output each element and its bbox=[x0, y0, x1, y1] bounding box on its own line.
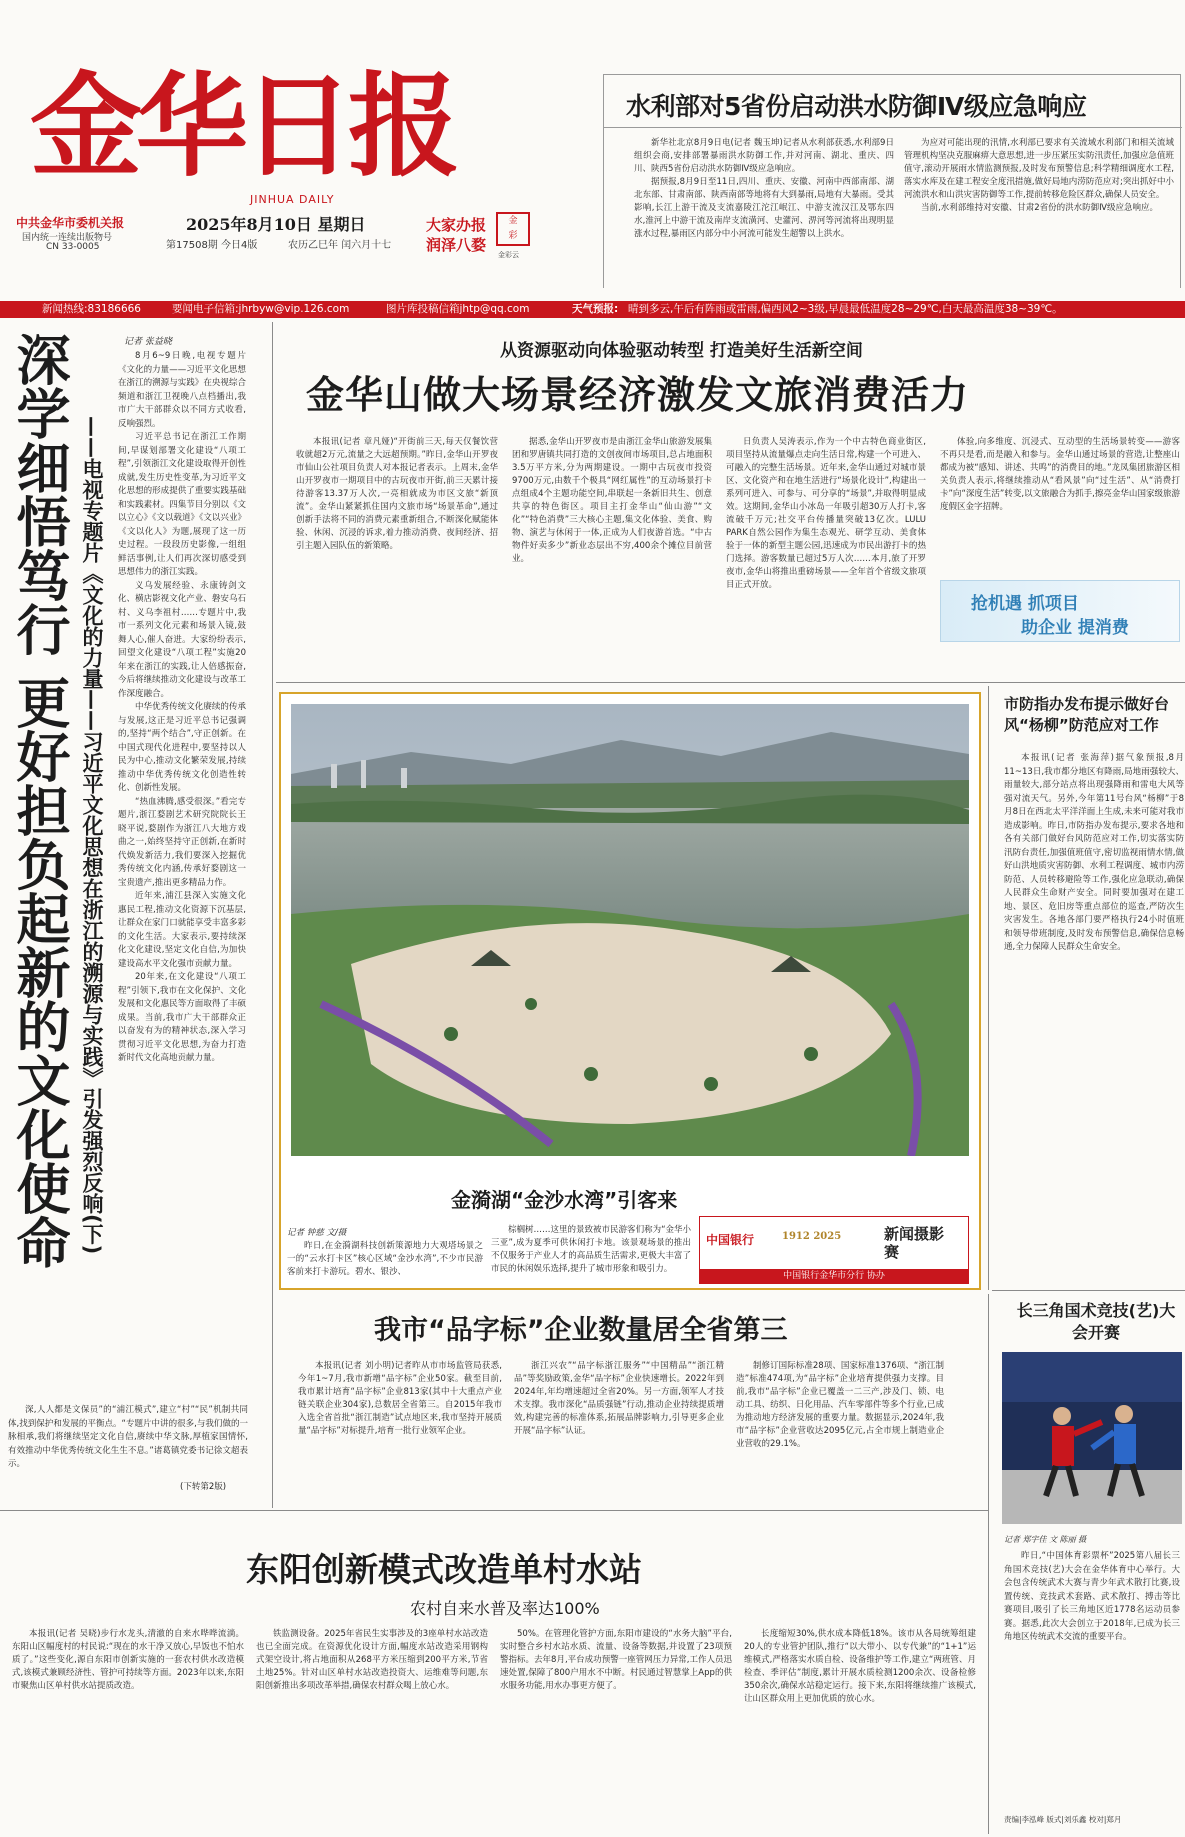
typhoon-body: 本报讯(记者 张海萍)据气象预报,8月11~13日,我市都分地区有降雨,局地雨强较大、雨量较大,部分站点将出现强降雨和雷电大风等强对流天气。另外,今年第11号台风“杨柳”于8月8日在西北太平洋洋面上生成,未来可能对我市造成影响。昨日,市防指办发布提示,要求各地和各有关部门做好台风防范应对工作,切实落实防汛防台责任,加强值班值守,密切监视雨情水情,做好山洪地质灾害防御、水利工程调度、城市内涝防范、人员转移避险等工作,强化应急联动,确保人民群众生命财产安全。同时要加强对在建工地、景区、危旧房等重点部位的巡查,严防次生灾害发生。各地各部门要严格执行24小时值班和领导带班制度,及时发布预警信息,确保信息畅通,全力保障人民群众生命安全。 bbox=[1004, 753, 1184, 952]
lead-col-2: 据悉,金华山开罗夜市是由浙江金华山旅游发展集团和罗唐镇共同打造的文创夜间市场项目,总占地面积3.5万平方米,分为两期建设。一期中古玩夜市投资9700万元,由数千个极具“网红属性”的互动场景打卡点组成4个主题功能空间,串联起一条新旧共生、创意共享的特色街区。项目主打金华山“仙山游”“文化”“特色消费”三大核心主题,集文化体验、美食、购物、演艺与休闲于一体,正成为人们夜游首选。“中古物件好卖多少”新业态层出不穷,400余个摊位目前营业。 bbox=[512, 437, 712, 564]
masthead-slogan-1: 大家办报 bbox=[426, 216, 487, 234]
masthead-issue: 第17508期 今日4版 bbox=[166, 240, 258, 251]
badge-years: 1912 2025 bbox=[782, 1231, 842, 1242]
lead-col-3: 日负责人吴涛表示,作为一个中古特色商业街区,项目坚持从流量爆点走向生活日常,构建一个可进入、可融入的完整生活场景。近年来,金华山通过对城市景区、文化资产和在地生活进行“场景化设计”,构建出一系列可进入、可参与、可分享的“场景”,并取得明显成效。这期间,金华山小冰岛一年吸引超30万人打卡,客流破千万元;社交平台传播量突破13亿次。LULU PARK自然公园作为集生态观光、研学互动、美食体验于一体的新型主题公园,迅速成为市民出游打卡的热门选择。游客数量已超过5万人次……本月,旅了开罗夜市,金华山将推出重磅场景——全年首个省级文旅项目正式开放。 bbox=[726, 437, 926, 590]
seal-stamp: 金 彩 bbox=[496, 212, 530, 246]
page-credit: 责编|李泓峰 版式|刘乐鑫 校对|郑月 bbox=[1004, 1815, 1122, 1824]
flood-headline: 水利部对5省份启动洪水防御Ⅳ级应急响应 bbox=[626, 92, 1087, 121]
brand-headline: 我市“品字标”企业数量居全省第三 bbox=[374, 1315, 788, 1346]
masthead-slogan-2: 润泽八婺 bbox=[426, 236, 487, 254]
culture-tail: 深,人人都是文保员”的“浦江模式”,建立“村”“民”机制共同体,找到保护和发展的平衡点。“专题片中讲的很多,与我们做的一脉相承,我们将继续坚定文化自信,赓续中华文脉,厚植家国情怀,有效推动中华优秀传统文化生生不息。”诸葛镇党委书记徐文超表示。 bbox=[8, 1405, 248, 1469]
masthead bbox=[0, 0, 600, 259]
flood-col-2: 为应对可能出现的汛情,水利部已要求有关流域水利部门和相关流域管理机构坚决克服麻痹大意思想,进一步压紧压实防汛责任,加强应急值班值守,滚动开展雨水情监测预报,及时发布预警信息;科学精细调度水工程,落实水库及在建工程安全度汛措施,做好局地内涝防范应对;突出抓好中小河流洪水和山洪灾害防御等工作,提前转移危险区群众,确保人员安全。 当前,水利部维持对安徽、甘肃2省份的洪水防御Ⅳ级应急响应。 bbox=[904, 138, 1174, 213]
flood-story bbox=[603, 74, 1181, 288]
water-col-3: 50%。在管理化管护方面,东阳市建设的“水务大脑”平台,实时整合乡村水站水质、流量、设备等数据,并设置了23项预警指标。去年8月,平台成功预警一座管网压力异常,工作人员迅速处置,保障了800户用水不中断。村民通过智慧掌上App的供水服务功能,用水办事更方便了。 bbox=[500, 1629, 732, 1691]
masthead-lunar: 农历乙巳年 闰六月十七 bbox=[288, 240, 392, 251]
photo-caption: 金漪湖“金沙水湾”引客来 bbox=[451, 1188, 678, 1212]
sports-headline: 长三角国术竞技(艺)大会开赛 bbox=[1016, 1301, 1176, 1342]
lead-kicker: 从资源驱动向体验驱动转型 打造美好生活新空间 bbox=[500, 341, 863, 361]
photo-byline: 记者 钟慈 文/摄 bbox=[287, 1228, 347, 1238]
bank-logo: 中国银行 bbox=[706, 1233, 755, 1247]
water-subhead: 农村自来水普及率达100% bbox=[410, 1599, 600, 1618]
masthead-date: 2025年8月10日 星期日 bbox=[186, 215, 366, 234]
lead-story bbox=[276, 322, 1185, 682]
water-col-1: 本报讯(记者 吴晓)步行水龙头,清澈的自来水哗哗流淌。东阳山区幅度村的村民说:“现在的水干净又放心,早饭也不怕水质了。”这些变化,源自东阳市创新实施的一套农村供水改造模式,该模式兼顾经济性、管护可持续等方面。2023年以来,东阳市聚焦山区单村供水站提质改造。 bbox=[12, 1629, 244, 1691]
culture-subtitle: ——电视专题片《文化的力量——习近平文化思想在浙江的溯源与实践》引发强烈反响(下) bbox=[80, 416, 104, 1255]
masthead-pinyin: JINHUA DAILY bbox=[250, 193, 335, 206]
lead-headline: 金华山做大场景经济激发文旅消费活力 bbox=[306, 373, 970, 417]
culture-byline: 记者 张益晓 bbox=[124, 337, 172, 347]
promo-line-2: 助企业 提消费 bbox=[1021, 618, 1129, 638]
culture-headline: 深学细悟笃行 更好担负起新的文化使命 bbox=[8, 332, 71, 1269]
weather-text: 晴到多云,午后有阵雨或雷雨,偏西风2~3级,早晨最低温度28~29℃,白天最高温度38~39℃。 bbox=[628, 303, 1063, 315]
water-col-4: 长度缩短30%,供水成本降低18%。该市从各局统筹组建20人的专业管护团队,推行“以大带小、以专代兼”的“1+1”运维模式,严格落实水质自检、设备维护等工作,建立“两班管、月检查、季评估”制度,累计开展水质检测1200余次、设备检修350余次,确保水站稳定运行。接下来,东阳将继续推广该模式,让山区群众用上更加优质的放心水。 bbox=[744, 1629, 976, 1704]
news-email[interactable]: 要闻电子信箱:jhrbyw@vip.126.com bbox=[172, 303, 350, 315]
sports-story bbox=[992, 1294, 1185, 1837]
masthead-title: 金华日报 bbox=[30, 61, 454, 192]
culture-continued: (下转第2版) bbox=[180, 1482, 227, 1492]
water-story bbox=[0, 1514, 988, 1837]
photo-text-1: 昨日,在金漪湖科技创新策源地力大观塔场景之一的“云水打卡区”核心区域“金沙水湾”,不少市民游客前来打卡游玩。碧水、银沙、 bbox=[287, 1241, 483, 1277]
badge-sponsor: 中国银行金华市分行 协办 bbox=[700, 1269, 968, 1284]
martial-arts-photo bbox=[1002, 1352, 1182, 1524]
photo-frame bbox=[279, 692, 981, 1290]
flood-col-1: 新华社北京8月9日电(记者 魏玉坤)记者从水利部获悉,水利部9日组织会商,安排部署暴雨洪水防御工作,并对河南、湖北、重庆、四川、陕西5省份启动洪水防御Ⅳ级应急响应。 据预报,8月9日至11日,四川、重庆、安徽、河南中西部南部、湖北东部、甘肃南部、陕西南部等地将有大到暴雨,局地有大暴雨。受其影响,长江上游干流及支流嘉陵江沱江岷江、中游支流汉江及鄂东四水,淮河上中游干流及南岸支流潢河、史灌河、淠河等河流将出现明显涨水过程,暴雨区内部分中小河流可能发生超警以上洪水。 bbox=[634, 138, 894, 239]
brand-col-1: 本报讯(记者 刘小明)记者昨从市市场监管局获悉,今年1~7月,我市新增“品字标”企业50家。截至目前,我市累计培育“品字标”企业813家(其中十大重点产业链关联企业304家),总数居全省第三。自2015年我市入选全省首批“浙江制造”试点地区来,我市坚持开展质量“品字标”对标提升,培育一批行业领军企业。 bbox=[298, 1361, 502, 1436]
lead-col-4: 体验,向多维度、沉浸式、互动型的生活场景转变——游客不再只是看,而是融入和参与。金华山通过场景的营造,让整座山都成为被“感知、讲述、共鸣”的消费目的地。”龙凤集团旅游区相关负责人表示,将继续推动从“看风景”向“过生活”、从“消费打卡”向“深度生活”转变,以文旅融合为抓手,擦亮金华山国家级旅游度假区金字招牌。 bbox=[940, 437, 1180, 512]
seal-caption: 金彩云 bbox=[498, 251, 519, 259]
typhoon-story bbox=[992, 686, 1185, 1290]
sports-body: 昨日,“中国体育彩票杯”2025第八届长三角国术竞技(艺)大会在金华体育中心举行。大会包含传统武术大赛与青少年武术散打比赛,设置传统、竞技武术套路、武术散打、搏击等比赛项目,吸引了长三角地区近1778名运动员参赛。据悉,此次大会创立于2018年,已成为长三角地区传统武术交流的重要平台。 bbox=[1004, 1551, 1180, 1642]
info-bar bbox=[0, 301, 1185, 318]
promo-banner bbox=[940, 580, 1180, 642]
water-headline: 东阳创新模式改造单村水站 bbox=[246, 1550, 642, 1589]
brand-col-2: 浙江兴农”“品字标浙江服务”“中国精品”“浙江精品”等奖励政策,金华“品字标”企业快速增长。2022年到2024年,年均增速超过全省20%。另一方面,领军人才技术支撑。我市深化“品质强链”行动,推动企业持续提质增效,构建完善的标准体系,拓展品牌影响力,引导更多企业开展“品字标”认证。 bbox=[514, 1361, 724, 1436]
masthead-cn: CN 33-0005 bbox=[46, 242, 100, 252]
brand-col-3: 制修订国际标准28项、国家标准1376项、“浙江制造”标准474项,为“品字标”企业培育提供强力支撑。目前,我市“品字标”企业已覆盖一二三产,涉及门、锁、电动工具、纺织、日化用品、汽车零部件等多个行业,已成为推动地方经济发展的重要力量。数据显示,2024年,我市“品字标”企业营收达2095亿元,占全市规上制造业企业营收的29.1%。 bbox=[736, 1361, 944, 1449]
culture-story bbox=[0, 324, 270, 1506]
news-hotline: 新闻热线:83186666 bbox=[42, 303, 141, 315]
typhoon-headline: 市防指办发布提示做好台风“杨柳”防范应对工作 bbox=[1004, 695, 1170, 734]
lake-photo bbox=[291, 704, 969, 1156]
photo-contest-badge bbox=[699, 1216, 969, 1284]
badge-title: 新闻摄影赛 bbox=[884, 1225, 945, 1261]
water-col-2: 铁监测设备。2025年省民生实事涉及的3座单村水站改造也已全面完成。在资源优化设计方面,幅度水站改造采用钢构式架空设计,将占地面积从268平方米压缩到200平方米,节省土地25%。针对山区单村水站改造投资大、运维难等问题,东阳创新推出多项改革举措,确保农村群众喝上放心水。 bbox=[256, 1629, 488, 1691]
culture-body: 8月6~9日晚,电视专题片《文化的力量——习近平文化思想在浙江的溯源与实践》在央视综合频道和浙江卫视晚八点档播出,我市广大干部群众以不同方式收看,反响强烈。 习近平总书记在浙江工作期间,早谋划部署文化建设“八项工程”,引领浙江文化建设取得开创性成就,发生历史性变革,为习近平文化思想的形成提供了重要实践基础和实践素材。四集节目分别以《文以立心》《文以载道》《文以兴业》《文以化人》为题,展现了这一历史过程。一段段历史影像,一组组鲜活事例,让人们再次深切感受到思想伟力的浙江实践。 义乌发展经验、永康铸剑文化、横店影视文化产业、磐安乌石村、义乌李祖村……专题片中,我市一系列文化元素和场景入镜,鼓舞人心,催人奋进。大家纷纷表示,回望文化建设“八项工程”实施20年来在浙江的实践,让人倍感振奋,今后将继续推动文化建设与改革工作深度融合。 中华优秀传统文化赓续的传承与发展,这正是习近平总书记强调的,坚持“两个结合”,守正创新。在中国式现代化进程中,要坚持以人民为中心,推动文化繁荣发展,持续推动中华优秀传统文化创造性转化、创新性发展。 “热血沸腾,感受很深。”看完专题片,浙江婺剧艺术研究院院长王晓平说,婺剧作为浙江八大地方戏曲之一,始终坚持守正创新,在新时代焕发新活力,我们要深入挖掘优秀传统文化内涵,传承好婺剧这一宝贵遗产,推出更多精品力作。 近年来,浦江县深入实施文化惠民工程,推动文化资源下沉基层,让群众在家门口就能享受丰富多彩的文化生活。大家表示,要持续深化文化建设,坚定文化自信,为加快建设高水平文化强市贡献力量。 20年来,在文化建设“八项工程”引领下,我市在文化保护、文化发展和文化惠民等方面取得了丰硕成果。当前,我市广大干部群众正以奋发有为的精神状态,深入学习贯彻习近平文化思想,为奋力打造新时代文化高地贡献力量。 bbox=[118, 351, 246, 1063]
photo-email[interactable]: 图片库投稿信箱jhtp@qq.com bbox=[386, 303, 530, 315]
brand-story bbox=[276, 1296, 986, 1506]
sports-byline: 记者 郑宇佳 文 陈丽 摄 bbox=[1004, 1535, 1087, 1544]
masthead-org: 中共金华市委机关报 bbox=[16, 216, 125, 230]
promo-line-1: 抢机遇 抓项目 bbox=[971, 594, 1079, 614]
masthead-issn: 国内统一连续出版物号 bbox=[22, 233, 113, 243]
lead-col-1: 本报讯(记者 章凡娅)“开街前三天,每天仅餐饮营收就超2万元,流量之大远超预期。”昨日,金华山开罗夜市仙山公社项目负责人对本报记者表示。上周末,金华山开罗夜市一期项目中的古玩夜市开街,前三天累计接待游客13.37万人次,一亮相就成为市区文旅“新顶流”。金华山紧紧抓住国内文旅市场“场景革命”,通过创新手法将不同的消费元素重新组合,不断深化赋能体验、休闲、沉浸的诉求,着力推动消费、夜间经济、招引主题入园队伍的新策略。 bbox=[296, 437, 498, 551]
photo-text-2: 棕榈树……这里的景致被市民游客们称为“金华小三亚”,成为夏季可供休闲打卡地。该景观场景的推出不仅服务于产业人才的高品质生活需求,更极大丰富了市民的休闲娱乐选择,提升了城市形象和吸引力。 bbox=[491, 1225, 691, 1274]
weather-label: 天气预报: bbox=[572, 303, 619, 315]
